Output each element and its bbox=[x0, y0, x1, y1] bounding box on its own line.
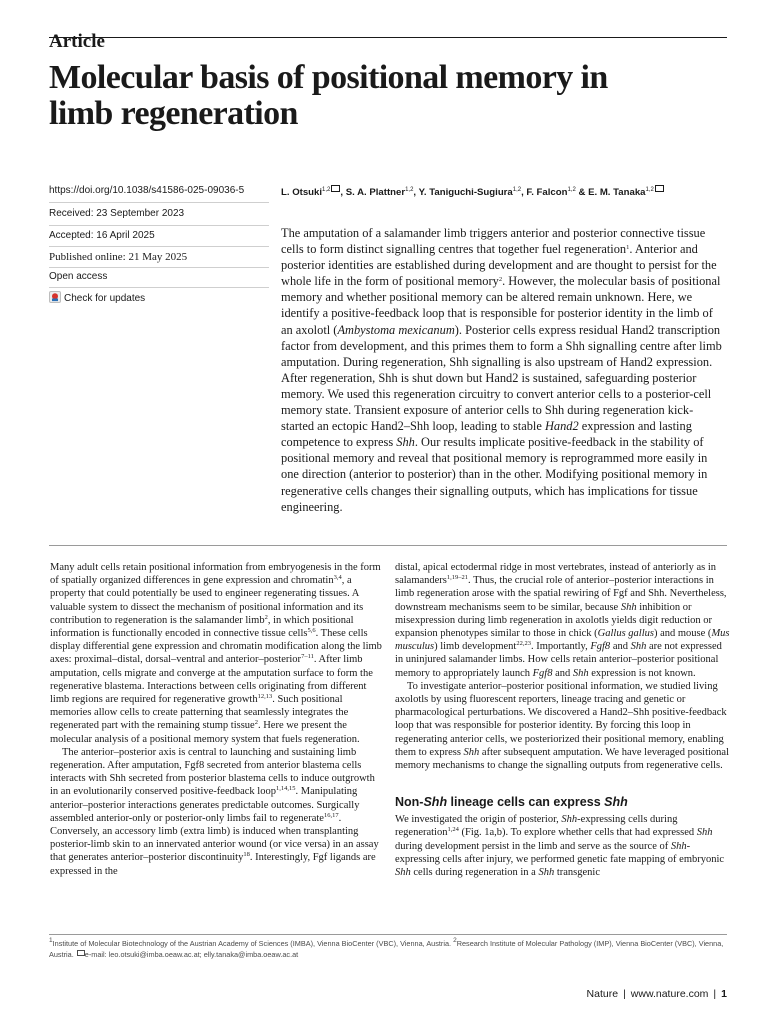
check-updates-button[interactable] bbox=[49, 291, 269, 304]
author-affiliation: 1,2 bbox=[512, 187, 522, 193]
author-name[interactable]: , S. A. Plattner bbox=[340, 187, 406, 198]
body-paragraph bbox=[395, 680, 730, 772]
email-icon bbox=[77, 950, 85, 956]
top-rule bbox=[49, 37, 727, 38]
open-access-label: Open access bbox=[49, 271, 108, 282]
affiliation-text: Institute of Molecular Biotechnology of the Austrian Academy of Sciences (IMBA), Vienna BioCenter (VBC), Vienna, Austria. bbox=[52, 939, 454, 948]
gene-name: Shh bbox=[696, 827, 713, 839]
body-text: Many adult cells retain positional information from embryogenesis in the form of spatially organized differences in gene expression and chromatin bbox=[50, 562, 381, 587]
journal-url[interactable]: www.nature.com bbox=[630, 988, 709, 1000]
body-text: . Here we present the molecular analysis of a positional memory system that fuels regeneration. bbox=[50, 720, 360, 745]
citation-ref[interactable]: 2 bbox=[264, 613, 268, 621]
body-text: ) and mouse ( bbox=[653, 628, 712, 640]
gene-name: Shh bbox=[604, 795, 628, 810]
citation-ref[interactable]: 22,23 bbox=[516, 640, 531, 648]
body-text: after subsequent amputation. We have leveraged positional memory mechanisms to change the signalling outputs from regenerative cells. bbox=[395, 746, 729, 772]
citation-ref[interactable]: 3,4 bbox=[333, 574, 342, 582]
body-text: are not expressed in uninjured salamander limbs. How cells retain anterior–posterior positional memory to appropriately launch bbox=[395, 641, 722, 679]
author-affiliation: 1,2 bbox=[405, 187, 414, 193]
abstract bbox=[281, 225, 725, 515]
body-text: -expressing cells after injury, we performed genetic fate mapping of embryonic bbox=[395, 840, 725, 865]
citation-ref[interactable]: 2 bbox=[254, 719, 258, 727]
body-text: The anterior–posterior axis is central to launching and sustaining limb regeneration. After amputation, Fgf8 secreted from anterior blastema cells interacts with Shh secreted from posterior blastema cells to induce outgrowth in an evolutionarily conserved positive-feedback loop bbox=[50, 746, 375, 798]
article-title bbox=[49, 60, 729, 132]
check-updates-label: Check for updates bbox=[64, 293, 146, 304]
body-text: (Fig. 1a,b). To explore whether cells that had expressed bbox=[458, 827, 697, 839]
gene-name: Shh bbox=[463, 746, 480, 758]
body-text: expression is not known. bbox=[588, 667, 696, 679]
title-line-2: limb regeneration bbox=[49, 95, 298, 132]
section-heading bbox=[395, 795, 730, 809]
body-text: . Conversely, an accessory limb (extra limb) is induced when transplanting posterior-limb skin to an innervated anterior wound (or vice versa) in an assay that generates anterior–posterior discontinuity bbox=[50, 812, 379, 864]
citation-ref[interactable]: 12,13 bbox=[257, 693, 273, 701]
abstract-divider bbox=[49, 545, 727, 546]
accepted-date: Accepted: 16 April 2025 bbox=[49, 230, 155, 241]
gene-name: Fgf8 bbox=[532, 667, 553, 679]
author-affiliation: 1,2 bbox=[645, 187, 654, 193]
citation-ref[interactable]: 7–11 bbox=[301, 653, 314, 661]
body-paragraph bbox=[395, 813, 730, 879]
body-text: distal, apical ectodermal ridge in most vertebrates, instead of anteriorly as in salamanders bbox=[395, 562, 717, 587]
body-text: We investigated the origin of posterior, bbox=[395, 814, 562, 826]
gene-name: Shh bbox=[538, 867, 555, 879]
body-text: and bbox=[610, 641, 631, 653]
body-text: . Thus, the crucial role of anterior–posterior interactions in limb regeneration arose with the spatial rewiring of Fgf and Shh. Nevertheless, downstream mechanisms seem to be similar, because bbox=[395, 575, 727, 613]
gene-name: Hand2 bbox=[544, 419, 579, 434]
body-column-left bbox=[50, 561, 385, 878]
abstract-text: . Anterior and posterior identities are established during development and are thought to persist for the whole life in the form of positional memory bbox=[281, 242, 717, 289]
citation-ref[interactable]: 5,6 bbox=[307, 627, 316, 635]
abstract-text: . Our results implicate positive-feedback in the stability of positional memory and reveal that positional memory is reprogrammed more easily in one direction (anterior to posterior) than in the other. Modifying positional memory in regenerative cells changes their signalling outputs, which has implications for tissue engineering. bbox=[281, 435, 708, 514]
abstract-text: . However, the molecular basis of positional memory and whether positional memory can be altered remain unknown. Here, we identify a positive-feedback loop that is responsible for posterior identity in the limb of an axolotl ( bbox=[281, 274, 721, 337]
crossmark-icon bbox=[49, 291, 61, 303]
email-icon bbox=[655, 185, 664, 192]
gene-name: Shh bbox=[396, 435, 415, 450]
body-text: ) limb development bbox=[434, 641, 517, 653]
author-affiliation: 1,2 bbox=[567, 187, 576, 193]
citation-ref[interactable]: 1,24 bbox=[447, 826, 459, 834]
meta-divider bbox=[49, 246, 269, 247]
body-paragraph bbox=[50, 561, 385, 746]
body-text: . Importantly, bbox=[530, 641, 591, 653]
species-name: Ambystoma mexicanum bbox=[337, 322, 455, 337]
gene-name: Shh bbox=[395, 867, 411, 879]
affiliations-footnote bbox=[49, 938, 729, 960]
gene-name: Fgf8 bbox=[590, 641, 611, 653]
meta-divider bbox=[49, 225, 269, 226]
body-text: during development persist in the limb and serve as the source of bbox=[395, 840, 671, 852]
meta-divider bbox=[49, 202, 269, 203]
body-text: , in which positional information is functionally encoded in connective tissue cells bbox=[50, 614, 354, 640]
gene-name: Shh bbox=[572, 667, 589, 679]
body-text: . Manipulating anterior–posterior interactions generates predictable outcomes. Surgically assembled anterior-only or posterior-only limbs fail to regenerate bbox=[50, 786, 360, 824]
footnote-divider bbox=[49, 934, 727, 935]
abstract-text: The amputation of a salamander limb triggers anterior and posterior connective tissue cells to form distinct signalling centres that together fuel regeneration bbox=[281, 226, 706, 257]
footer-separator: | bbox=[713, 988, 717, 1000]
gene-name: Shh bbox=[630, 641, 647, 653]
author-name[interactable]: , F. Falcon bbox=[521, 187, 568, 198]
meta-divider bbox=[49, 267, 269, 268]
article-type-label: Article bbox=[49, 31, 105, 52]
body-text: . Interestingly, Fgf ligands are expressed in the bbox=[50, 852, 376, 877]
body-text: inhibition or misexpression during limb regeneration in axolotls yields digit reduction or expansion phenotypes similar to those in chick ( bbox=[395, 601, 712, 640]
citation-ref[interactable]: 2 bbox=[498, 276, 503, 284]
abstract-text: ). Posterior cells express residual Hand2 transcription factor from development, and this primes them to form a Shh signalling centre after limb amputation. During regeneration, Shh signalling is also upstream of Hand2 expression. After regeneration, Shh is shut down but Hand2 is sustained, safeguarding posterior memory. We used this regeneration circuitry to convert anterior cells to a posterior-cell memory state. Transient exposure of anterior cells to Shh during regeneration kick-started an ectopic Hand2–Shh loop, leading to stable bbox=[281, 322, 722, 434]
page-number: 1 bbox=[721, 988, 727, 1000]
affiliation-text: Research Institute of Molecular Pathology (IMP), Vienna BioCenter (VBC), Vienna, Austria. bbox=[49, 939, 724, 959]
doi-link[interactable]: https://doi.org/10.1038/s41586-025-09036-5 bbox=[49, 185, 245, 196]
email-contacts[interactable]: e-mail: leo.otsuki@imba.oeaw.ac.at; elly.tanaka@imba.oeaw.ac.at bbox=[84, 950, 299, 959]
citation-ref[interactable]: 1,14,15 bbox=[275, 785, 296, 793]
citation-ref[interactable]: 1,19–21 bbox=[446, 574, 469, 582]
body-text: . After limb amputation, cells migrate and converge at the amputation surface to form the regenerative blastema. Interactions between cells originating from different limb regions are required for regenerative growth bbox=[50, 654, 373, 706]
meta-divider bbox=[49, 287, 269, 288]
species-name: Gallus gallus bbox=[597, 628, 654, 640]
body-text: , a property that could potentially be used to engineer regenerating tissues. A valuable system to dissect the mechanism of positional information and its contribution to regeneration is the salamander limb bbox=[50, 575, 364, 626]
author-name[interactable]: L. Otsuki bbox=[281, 187, 323, 198]
body-text: . Such positional memories allow cells to create patterning that seamlessly integrates the regenerated part with the remaining stump tissue bbox=[50, 694, 349, 732]
journal-name: Nature bbox=[586, 988, 619, 1000]
author-list bbox=[281, 185, 731, 198]
gene-name: Shh bbox=[561, 814, 578, 826]
body-text: and bbox=[552, 667, 573, 679]
body-text: transgenic bbox=[554, 867, 600, 879]
gene-name: Shh bbox=[620, 601, 637, 613]
affiliation-number: 2 bbox=[453, 937, 457, 944]
species-name: Mus musculus bbox=[395, 628, 730, 653]
body-paragraph bbox=[50, 746, 385, 878]
email-icon bbox=[331, 185, 340, 192]
gene-name: Shh bbox=[423, 795, 448, 810]
author-affiliation: 1,2 bbox=[322, 187, 331, 193]
body-column-right bbox=[395, 561, 730, 879]
affiliation-number: 1 bbox=[49, 937, 53, 944]
author-name[interactable]: & E. M. Tanaka bbox=[575, 187, 646, 198]
body-paragraph bbox=[395, 561, 730, 680]
author-name[interactable]: , Y. Taniguchi-Sugiura bbox=[413, 187, 513, 198]
heading-text: Non- bbox=[395, 795, 424, 810]
citation-ref[interactable]: 18 bbox=[243, 851, 250, 859]
page-footer bbox=[587, 988, 727, 1000]
gene-name: Shh bbox=[670, 840, 687, 852]
abstract-text: expression and lasting competence to express bbox=[281, 419, 692, 450]
footer-separator: | bbox=[623, 988, 626, 1000]
body-text: To investigate anterior–posterior positional information, we studied living axolotls by using fluorescent reporters, lineage tracing and genetic or pharmacological perturbations. We discovered a Hand2–Shh positive-feedback loop that was responsible for posterior identity. By forcing this loop in regenerating anterior cells, we posteriorized their positional memory, enabling them to express bbox=[395, 680, 727, 758]
citation-ref[interactable]: 16,17 bbox=[323, 811, 339, 819]
received-date: Received: 23 September 2023 bbox=[49, 208, 185, 219]
heading-text: lineage cells can express bbox=[447, 795, 605, 810]
body-text: . These cells display differential gene expression and chromatin modification along the limb axes: proximal–distal, dorsal–ventral and anterior–posterior bbox=[50, 628, 382, 666]
citation-ref[interactable]: 1 bbox=[626, 244, 630, 252]
title-line-1: Molecular basis of positional memory in bbox=[49, 59, 608, 96]
body-text: cells during regeneration in a bbox=[410, 867, 539, 879]
body-text: -expressing cells during regeneration bbox=[395, 814, 678, 839]
published-date: Published online: 21 May 2025 bbox=[49, 251, 188, 263]
